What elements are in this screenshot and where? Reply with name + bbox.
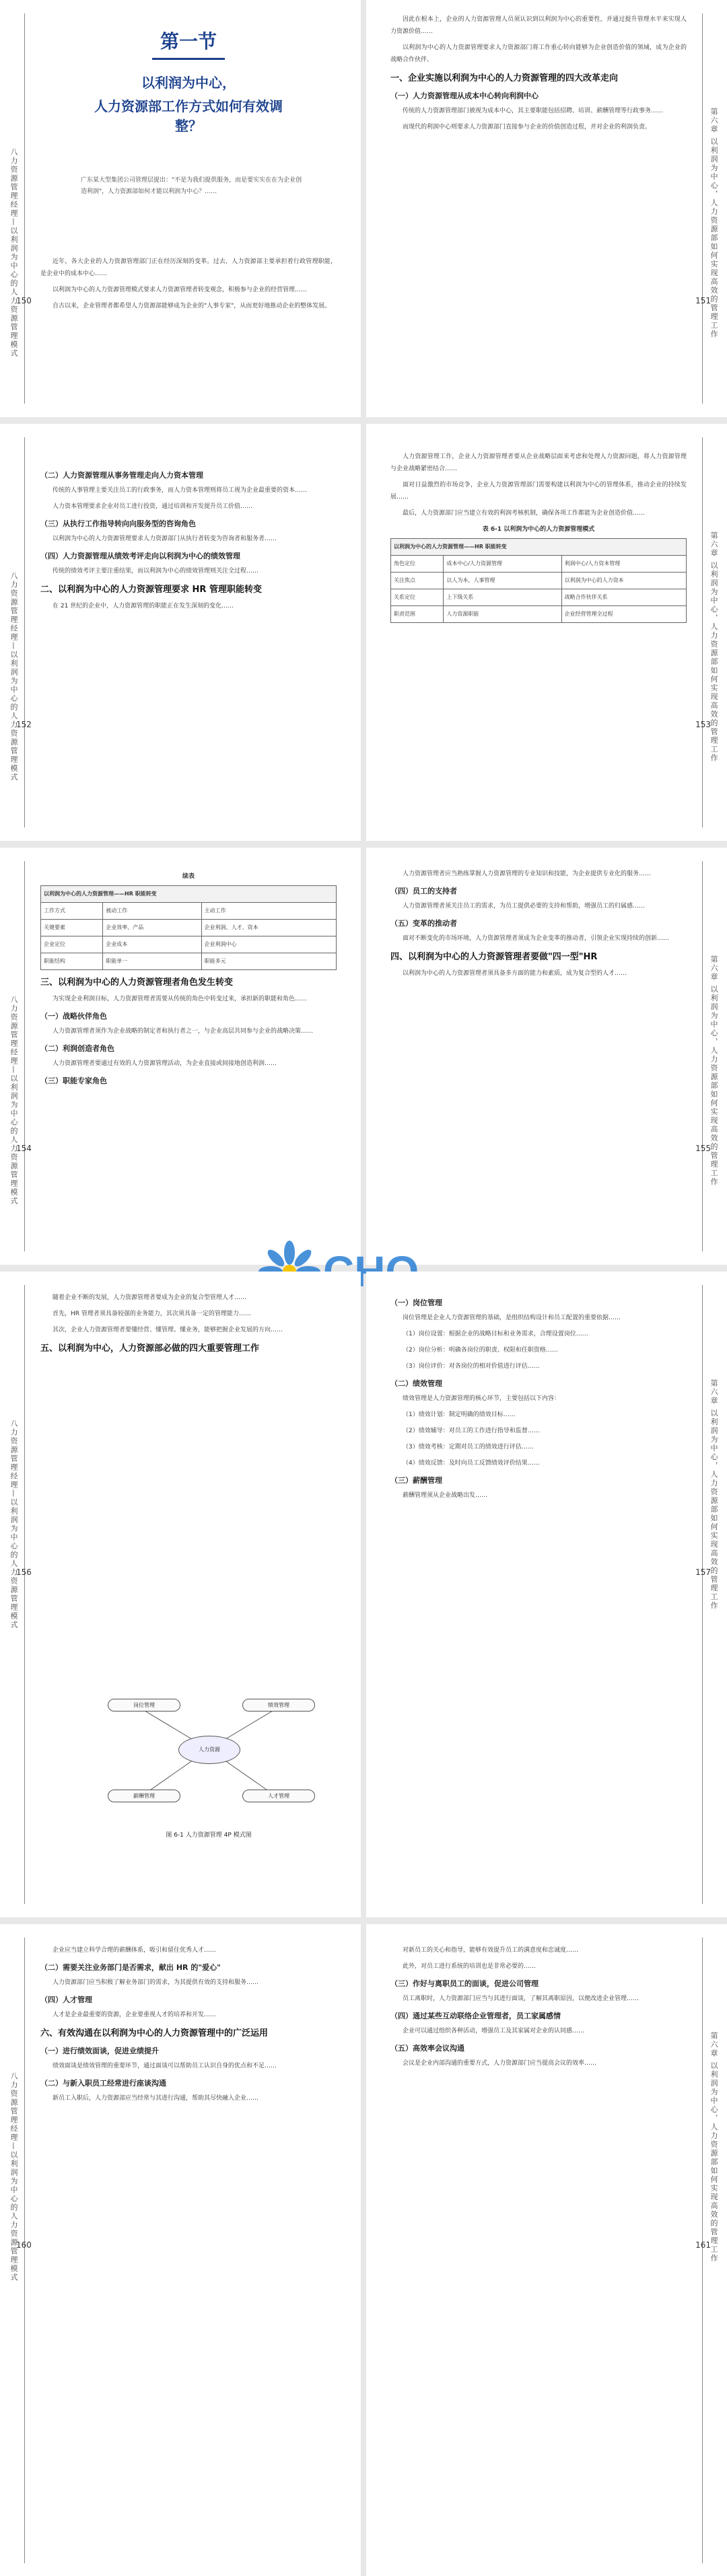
hr-4p-diagram xyxy=(94,1689,323,1816)
paragraph: 绩效面谈是绩效管理的重要环节，通过面谈可以帮助员工认识自身的优点和不足…… xyxy=(53,2063,277,2069)
table-row xyxy=(41,903,337,920)
paragraph: （3）绩效考核：定期对员工的绩效进行评估…… xyxy=(403,1444,534,1450)
page-number: 152 xyxy=(16,720,32,729)
page-150 xyxy=(0,0,361,417)
section-heading: 三、以利润为中心的人力资源管理者角色发生转变 xyxy=(40,978,234,988)
sub-heading: （四）通过某些互动联络企业管理者，员工家属感情 xyxy=(390,2012,561,2020)
paragraph: （1）岗位设置：根据企业的战略目标和业务需求，合理设置岗位…… xyxy=(403,1331,588,1337)
section-heading: 五、以利润为中心，人力资源部必做的四大重要管理工作 xyxy=(40,1344,260,1354)
page-number: 154 xyxy=(16,1144,32,1153)
paragraph: 最后，人力资源部门应当建立有效的利润考核机制，确保各项工作都能为企业创造价值…… xyxy=(403,510,646,517)
cell: 以利润为中心的人力资本 xyxy=(561,573,686,589)
sub-heading: （一）岗位管理 xyxy=(390,1298,442,1307)
figure-caption: 图 6-1 人力资源管理 4P 模式图 xyxy=(166,1832,252,1839)
side-label: 八力资源管理经理—以利润为中心的人力资源管理模式 xyxy=(9,996,18,1206)
section-heading: 二、以利润为中心的人力资源管理要求 HR 管理职能转变 xyxy=(40,585,262,595)
sub-heading: （四）人才管理 xyxy=(40,1995,92,2004)
diagram-node: 绩效管理 xyxy=(242,1699,315,1712)
section-heading: 四、以利润为中心的人力资源管理者要做"四一型"HR xyxy=(390,952,598,962)
section-heading: 一、企业实施以利润为中心的人力资源管理的四大改革走向 xyxy=(390,73,619,83)
side-label: 第六章 以利润为中心，人力资源部如何实现高效的管理工作 xyxy=(709,531,718,763)
side-label: 八力资源管理经理—以利润为中心的人力资源管理模式 xyxy=(9,572,18,782)
side-label: 第六章 以利润为中心，人力资源部如何实现高效的管理工作 xyxy=(709,108,718,339)
paragraph: 绩效管理是人力资源管理的核心环节，主要包括以下内容： xyxy=(403,1395,561,1402)
table-row xyxy=(391,606,687,623)
page-160 xyxy=(0,1924,361,2576)
cell: 企业成本 xyxy=(103,936,201,953)
paragraph: 随着企业不断的发展，人力资源管理者要成为企业的复合型管理人才…… xyxy=(53,1294,247,1301)
paragraph: 在 21 世纪的企业中，人力资源管理的职能正在发生深刻的变化…… xyxy=(53,603,234,610)
cell: 企业利润、人才、资本 xyxy=(201,920,336,936)
cell: 工作方式 xyxy=(41,903,103,920)
paragraph: 员工离职时，人力资源部门应当与其进行面谈，了解其离职原因，以便改进企业管理…… xyxy=(403,1995,639,2002)
paragraph: 其次，企业人力资源管理者要懂经营、懂管理、懂业务，能够把握企业发展的方向…… xyxy=(53,1327,283,1333)
case-quote: 广东某大型集团公司管理层提出："不是为我们提供服务，而是要实实在在为企业创造利润"，人力资源部如何才能以利润为中心？…… xyxy=(81,177,302,195)
page-body xyxy=(390,1292,687,1506)
sub-heading: （三）作好与离职员工的面谈，促进公司管理 xyxy=(390,1979,539,1988)
cell: 角色定位 xyxy=(391,556,444,573)
paragraph: （1）绩效计划：制定明确的绩效目标…… xyxy=(403,1411,516,1418)
sub-heading: （三）职能专家角色 xyxy=(40,1076,107,1085)
paragraph: （2）岗位分析：明确各岗位的职责、权限和任职资格…… xyxy=(403,1347,558,1354)
paragraph: 薪酬管理须从企业战略出发…… xyxy=(403,1492,488,1499)
cell: 企业效率、产品 xyxy=(103,920,201,936)
paragraph: 传统的人力资源管理部门被视为成本中心，其主要职能包括招聘、培训、薪酬管理等行政事务…… xyxy=(403,108,664,114)
paragraph: 人力资源部门应当积极了解业务部门的需求，为其提供有效的支持和服务…… xyxy=(53,1979,259,1986)
paragraph: 人力资本管理要求企业对员工进行投资，通过培训和开发提升员工价值…… xyxy=(53,503,253,510)
page-body xyxy=(40,1292,337,1359)
cell: 职责范围 xyxy=(391,606,444,623)
paragraph: 因此在根本上，企业的人力资源管理人员须认识到以利润为中心的重要性，并通过提升管理水平来实现人力资源价值…… xyxy=(390,16,687,35)
sub-heading: （二）与新入职员工经常进行座谈沟通 xyxy=(40,2079,166,2088)
paragraph: 首先，HR 管理者须具备较强的业务能力，其次须具备一定的管理能力…… xyxy=(53,1311,251,1317)
chapter-title-line2: 人力资源部工作方式如何有效调整？ xyxy=(94,98,283,134)
sub-heading: （三）从执行工作指导转向向服务型的咨询角色 xyxy=(40,519,196,528)
page-body xyxy=(390,13,687,137)
table-row xyxy=(41,936,337,953)
diagram-node: 岗位管理 xyxy=(108,1699,180,1712)
paragraph: 此外，对员工进行系统的培训也是非常必要的…… xyxy=(403,1963,536,1970)
paragraph: 自古以来，企业管理者都希望人力资源部能够成为企业的"人事专家"，从而更好地推动企业的整体发展。 xyxy=(53,303,331,309)
diagram-node: 薪酬管理 xyxy=(108,1790,180,1802)
paragraph: 而现代的利润中心则要求人力资源部门直接参与企业的价值创造过程，并对企业的利润负责。 xyxy=(403,124,652,131)
table-row xyxy=(41,920,337,936)
page-154 xyxy=(0,848,361,1265)
page-body xyxy=(390,868,687,984)
cell: 职能结构 xyxy=(41,953,103,970)
page-body xyxy=(40,256,337,316)
sub-heading: （一）人力资源管理从成本中心转向利润中心 xyxy=(390,91,539,100)
cell: 利润中心/人力资本管理 xyxy=(561,556,686,573)
side-label: 八力资源管理经理—以利润为中心的人力资源管理模式 xyxy=(9,148,18,358)
sub-heading: （二）需要关注业务部门是否需求，献出 HR 的"爱心" xyxy=(40,1963,221,1972)
page-161 xyxy=(366,1924,727,2576)
cell: 关注焦点 xyxy=(391,573,444,589)
table-title: 续表 xyxy=(182,873,195,880)
page-number: 155 xyxy=(695,1144,711,1153)
page-number: 156 xyxy=(16,1568,32,1577)
side-label: 八力资源管理经理—以利润为中心的人力资源管理模式 xyxy=(9,2072,18,2282)
chapter-title-line1: 以利润为中心， xyxy=(141,75,236,91)
cell: 企业经营管理全过程 xyxy=(561,606,686,623)
paragraph: （3）岗位评价：对各岗位的相对价值进行评估…… xyxy=(403,1363,540,1370)
paragraph: （4）绩效反馈：及时向员工反馈绩效评价结果…… xyxy=(403,1460,540,1467)
section-number: 第一节 xyxy=(152,27,225,60)
page-body xyxy=(390,1944,687,2073)
sub-heading: （二）人力资源管理从事务管理走向人力资本管理 xyxy=(40,471,203,480)
page-153 xyxy=(366,424,727,841)
page-156 xyxy=(0,1272,361,1917)
table-row xyxy=(391,573,687,589)
hr-table xyxy=(390,538,687,623)
paragraph: 企业应当建立科学合理的薪酬体系，吸引和留住优秀人才…… xyxy=(53,1947,217,1954)
paragraph: 传统的绩效考评主要注重结果，而以利润为中心的绩效管理则关注全过程…… xyxy=(53,568,259,575)
paragraph: 传统的人事管理主要关注员工的行政事务，而人力资本管理则将员工视为企业最重要的资本…… xyxy=(53,487,308,494)
page-number: 157 xyxy=(695,1568,711,1577)
cell: 职能多元 xyxy=(201,953,336,970)
table-row xyxy=(41,953,337,970)
page-number: 153 xyxy=(695,720,711,729)
paragraph: 面对日益激烈的市场竞争，企业人力资源管理部门需要构建以利润为中心的管理体系，推动企业的持续发展…… xyxy=(390,482,687,501)
table-row xyxy=(391,556,687,573)
cell: 上下级关系 xyxy=(444,589,561,606)
cell: 企业定位 xyxy=(41,936,103,953)
sub-heading: （二）绩效管理 xyxy=(390,1379,442,1388)
paragraph: 新员工入职后，人力资源部应当经常与其进行沟通，帮助其尽快融入企业…… xyxy=(53,2095,259,2102)
paragraph: 岗位管理是企业人力资源管理的基础，是组织结构设计和员工配置的重要依据…… xyxy=(403,1315,621,1321)
side-label: 第六章 以利润为中心，人力资源部如何实现高效的管理工作 xyxy=(709,2032,718,2263)
cell: 关系定位 xyxy=(391,589,444,606)
sub-heading: （一）进行绩效面谈，促进业绩提升 xyxy=(40,2047,159,2055)
side-label: 第六章 以利润为中心，人力资源部如何实现高效的管理工作 xyxy=(709,1379,718,1611)
cell: 被动工作 xyxy=(103,903,201,920)
cell: 企业利润中心 xyxy=(201,936,336,953)
page-155 xyxy=(366,848,727,1265)
paragraph: 人力资源管理者须关注员工的需求，为员工提供必要的支持和帮助，增强员工的归属感…… xyxy=(403,903,646,910)
sub-heading: （一）战略伙伴角色 xyxy=(40,1012,107,1021)
page-151 xyxy=(366,0,727,417)
cell: 以人为本，人事管理 xyxy=(444,573,561,589)
page-body xyxy=(40,1944,337,2108)
page-body xyxy=(40,868,337,1090)
sub-heading: （二）利润创造者角色 xyxy=(40,1044,114,1053)
sub-heading: （五）高效率会议沟通 xyxy=(390,2044,464,2053)
paragraph: 人力资源管理者应当熟练掌握人力资源管理的专业知识和技能，为企业提供专业化的服务…… xyxy=(403,871,652,877)
table-header: 以利润为中心的人力资源管理——HR 职能转变 xyxy=(391,539,687,556)
page-body xyxy=(390,451,687,623)
page-152 xyxy=(0,424,361,841)
cell: 关键要素 xyxy=(41,920,103,936)
paragraph: 以利润为中心的人力资源管理模式要求人力资源管理者转变观念，积极参与企业的经营管理…… xyxy=(53,287,308,293)
paragraph: 人力资源管理者要通过有效的人力资源管理活动，为企业直接或间接地创造利润…… xyxy=(53,1060,277,1067)
paragraph: 以利润为中心的人力资源管理者须具备多方面的能力和素质，成为复合型的人才…… xyxy=(403,970,627,977)
chapter-header xyxy=(94,27,283,135)
section-heading: 六、有效沟通在以利润为中心的人力资源管理中的广泛运用 xyxy=(40,2028,269,2038)
side-label: 八力资源管理经理—以利润为中心的人力资源管理模式 xyxy=(9,1420,18,1629)
paragraph: 以利润为中心的人力资源管理要求人力资源部门从执行者转变为咨询者和服务者…… xyxy=(53,536,277,542)
paragraph: 企业可以通过组织各种活动，增强员工及其家属对企业的认同感…… xyxy=(403,2028,585,2034)
paragraph: 人力资源管理工作，企业人力资源管理者要从企业战略层面来考虑和处理人力资源问题，将人力资源管理与企业战略紧密结合…… xyxy=(390,453,687,472)
sub-heading: （四）员工的支持者 xyxy=(390,887,457,895)
diagram-node: 人才管理 xyxy=(242,1790,315,1802)
cell: 战略合作伙伴关系 xyxy=(561,589,686,606)
page-157 xyxy=(366,1272,727,1917)
paragraph: 面对不断变化的市场环境，人力资源管理者须成为企业变革的推动者，引领企业实现持续的创新…… xyxy=(403,935,670,942)
side-label: 第六章 以利润为中心，人力资源部如何实现高效的管理工作 xyxy=(709,955,718,1187)
cell: 主动工作 xyxy=(201,903,336,920)
sub-heading: （四）人力资源管理从绩效考评走向以利润为中心的绩效管理 xyxy=(40,552,240,560)
table-row xyxy=(391,589,687,606)
paragraph: 近年，各大企业的人力资源管理部门正在经历深刻的变革。过去，人力资源部主要承担着行政管理职能，是企业中的成本中心…… xyxy=(40,258,337,277)
page-number: 161 xyxy=(695,2240,711,2250)
page-body xyxy=(40,464,337,616)
cell: 职能单一 xyxy=(103,953,201,970)
sub-heading: （三）薪酬管理 xyxy=(390,1476,442,1485)
diagram-center-node: 人力资源 xyxy=(178,1736,240,1764)
paragraph: （2）绩效辅导：对员工的工作进行指导和监督…… xyxy=(403,1428,540,1434)
cell: 人力资源职能 xyxy=(444,606,561,623)
page-number: 150 xyxy=(16,296,32,305)
sub-heading: （五）变革的推动者 xyxy=(390,919,457,928)
paragraph: 人才是企业最重要的资源，企业要重视人才的培养和开发…… xyxy=(53,2012,217,2018)
paragraph: 为实现企业利润目标，人力资源管理者需要从传统的角色中转变过来，承担新的职能和角色…… xyxy=(53,996,308,1002)
cell: 成本中心/人力资源管理 xyxy=(444,556,561,573)
page-number: 151 xyxy=(695,296,711,305)
table-title: 表 6-1 以利润为中心的人力资源管理模式 xyxy=(482,526,595,533)
page-number: 160 xyxy=(16,2240,32,2250)
paragraph: 人力资源管理者须作为企业战略的制定者和执行者之一，与企业高层共同参与企业的战略决策…… xyxy=(53,1028,314,1035)
table-header: 以利润为中心的人力资源管理——HR 职能转变 xyxy=(41,886,337,903)
paragraph: 以利润为中心的人力资源管理要求人力资源部门将工作重心转向能够为企业创造价值的领域，成为企业的战略合作伙伴。 xyxy=(390,44,687,63)
hr-table-continued xyxy=(40,885,337,970)
paragraph: 对新员工的关心和指导，能够有效提升员工的满意度和忠诚度…… xyxy=(403,1947,579,1954)
paragraph: 会议是企业内部沟通的重要方式，人力资源部门应当提高会议的效率…… xyxy=(403,2060,597,2067)
